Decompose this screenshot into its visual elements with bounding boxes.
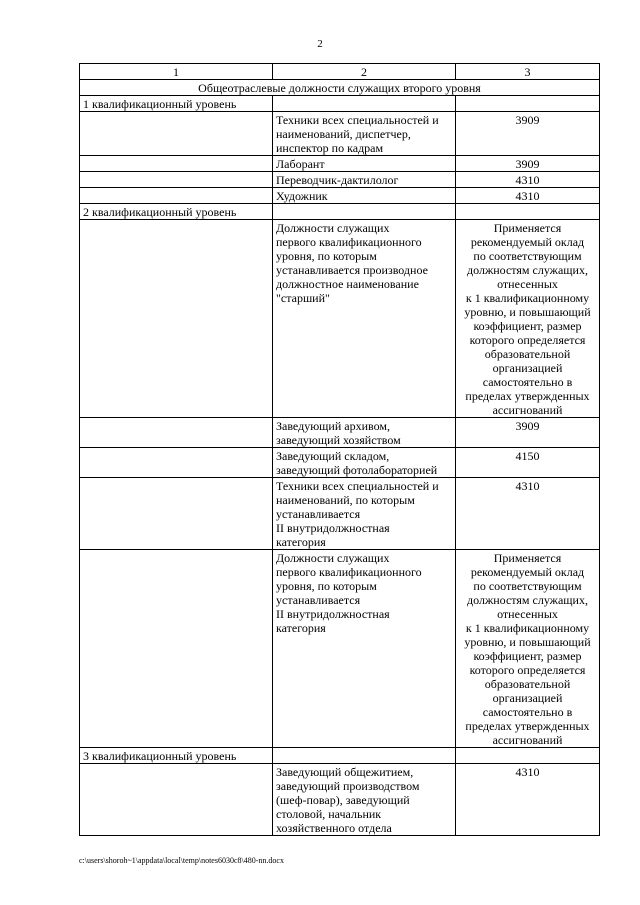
salary-value: 3909 [456, 156, 600, 172]
empty-cell [80, 172, 273, 188]
empty-cell [80, 478, 273, 550]
table-row [80, 172, 600, 188]
salary-table [79, 63, 600, 836]
position-name: Переводчик-дактилолог [273, 172, 456, 188]
qualification-level-row [80, 96, 600, 112]
position-name: Должности служащих первого квалификационного уровня, по которым устанавливается II внутридолжностная категория [273, 550, 456, 748]
salary-value: Применяется рекомендуемый оклад по соответствующим должностям служащих, отнесенных к 1 квалификационному уровню, и повышающий коэффициент, размер которого определяется образовательной организацией самостоятельно в пределах утвержденных ассигнований [456, 550, 600, 748]
salary-value: 4310 [456, 188, 600, 204]
table-row [80, 188, 600, 204]
qualification-level-row [80, 204, 600, 220]
qualification-level-row [80, 748, 600, 764]
position-name: Заведующий общежитием, заведующий производством (шеф-повар), заведующий столовой, начальник хозяйственного отдела [273, 764, 456, 836]
table-row [80, 550, 600, 748]
position-name: Художник [273, 188, 456, 204]
position-name: Лаборант [273, 156, 456, 172]
empty-cell [80, 112, 273, 156]
empty-cell [80, 220, 273, 418]
header-row [80, 64, 600, 80]
section-title: Общеотраслевые должности служащих второго уровня [80, 80, 600, 96]
empty-cell [456, 748, 600, 764]
table-row [80, 764, 600, 836]
header-cell-3: 3 [456, 64, 600, 80]
page-number: 2 [317, 38, 323, 50]
empty-cell [80, 156, 273, 172]
empty-cell [80, 764, 273, 836]
table-row [80, 112, 600, 156]
section-title-row [80, 80, 600, 96]
salary-value: 4310 [456, 764, 600, 836]
position-name: Заведующий складом, заведующий фотолабораторией [273, 448, 456, 478]
table-row [80, 478, 600, 550]
table-row [80, 220, 600, 418]
footer-file-path: c:\users\shoroh~1\appdata\local\temp\notes6030c8\480-nn.docx [79, 856, 284, 865]
salary-value: 4310 [456, 172, 600, 188]
table-row [80, 156, 600, 172]
empty-cell [80, 418, 273, 448]
qualification-level-label: 2 квалификационный уровень [80, 204, 273, 220]
table-row [80, 418, 600, 448]
header-cell-1: 1 [80, 64, 273, 80]
empty-cell [273, 96, 456, 112]
table-row [80, 448, 600, 478]
empty-cell [273, 204, 456, 220]
salary-value: Применяется рекомендуемый оклад по соответствующим должностям служащих, отнесенных к 1 квалификационному уровню, и повышающий коэффициент, размер которого определяется образовательной организацией самостоятельно в пределах утвержденных ассигнований [456, 220, 600, 418]
salary-value: 4310 [456, 478, 600, 550]
empty-cell [273, 748, 456, 764]
salary-value: 4150 [456, 448, 600, 478]
empty-cell [80, 188, 273, 204]
salary-value: 3909 [456, 418, 600, 448]
qualification-level-label: 1 квалификационный уровень [80, 96, 273, 112]
position-name: Техники всех специальностей и наименований, диспетчер, инспектор по кадрам [273, 112, 456, 156]
position-name: Заведующий архивом, заведующий хозяйством [273, 418, 456, 448]
empty-cell [80, 550, 273, 748]
position-name: Должности служащих первого квалификационного уровня, по которым устанавливается производное должностное наименование "старший" [273, 220, 456, 418]
position-name: Техники всех специальностей и наименований, по которым устанавливается II внутридолжностная категория [273, 478, 456, 550]
empty-cell [456, 204, 600, 220]
qualification-level-label: 3 квалификационный уровень [80, 748, 273, 764]
empty-cell [456, 96, 600, 112]
header-cell-2: 2 [273, 64, 456, 80]
table-body [80, 64, 600, 836]
salary-value: 3909 [456, 112, 600, 156]
empty-cell [80, 448, 273, 478]
